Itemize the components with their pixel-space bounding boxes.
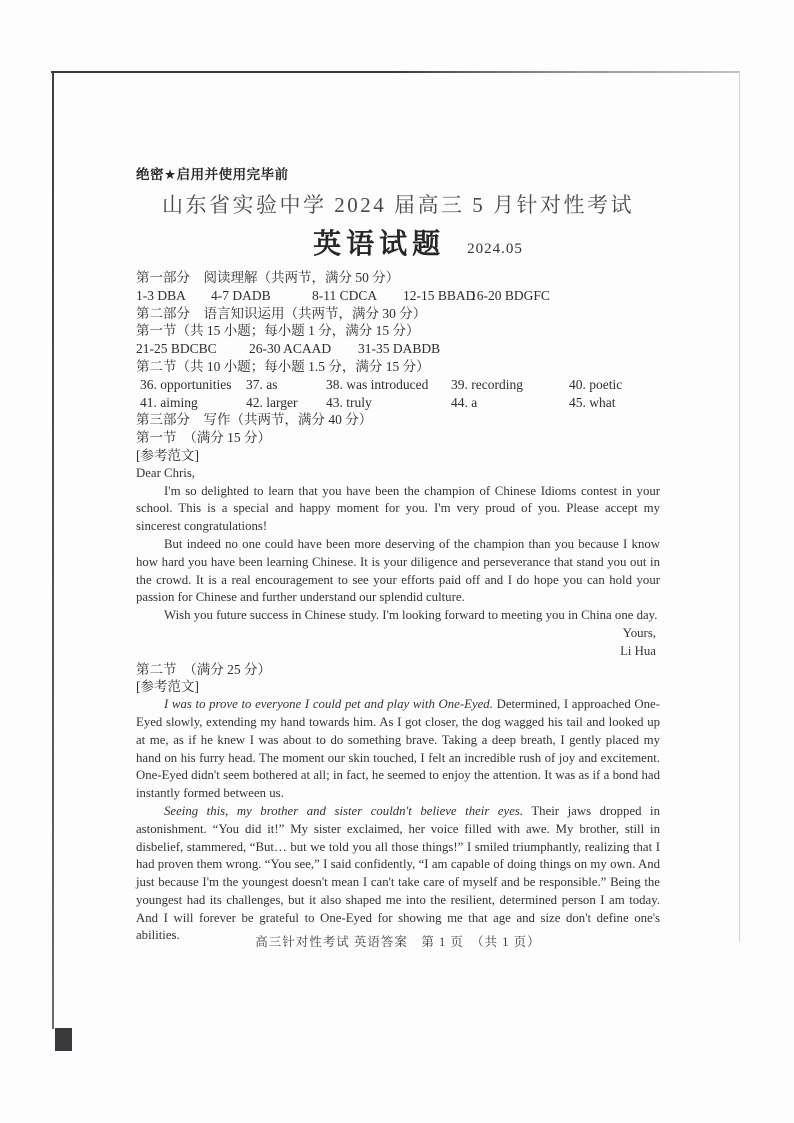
answer-item: 12-15 BBAD (403, 287, 476, 303)
exam-date: 2024.05 (467, 241, 523, 257)
part1-answers (136, 287, 660, 305)
answer-key-section (136, 269, 660, 429)
answer-item: 43. truly (326, 394, 372, 410)
part2-section1-answers (136, 340, 660, 358)
letter-paragraph: Wish you future success in Chinese study. I'm looking forward to meeting you in China one day. (164, 608, 658, 623)
scan-corner-mark (55, 1028, 72, 1051)
subject-row (136, 222, 660, 260)
part2-section2-answers-row1 (136, 376, 660, 394)
scan-border-left (52, 71, 54, 1029)
essay-lead-sentence: Seeing this, my brother and sister couldn't believe their eyes. (164, 803, 524, 818)
answer-item: 38. was introduced (326, 376, 429, 392)
essay-paragraph-rest: Determined, I approached One-Eyed slowly, extending my hand towards him. As I got closer, the dog wagged his tail and looked up at me, as if he knew I was about to do something brave. Taking a deep breath, I gently placed my hand on his furry head. The moment our skin touched, I felt an incredible rush of joy and excitement. One-Eyed didn't seem bothered at all; in fact, he seemed to enjoy the attention. It was as if a bond had instantly formed between us. (136, 697, 661, 801)
essay-paragraph (136, 696, 660, 803)
part2-section2-heading: 第二节（共 10 小题；每小题 1.5 分，满分 15 分） (136, 358, 430, 374)
answer-item: 1-3 DBA (136, 287, 186, 303)
writing-section1 (136, 429, 660, 660)
part2-section1-heading: 第一节（共 15 小题；每小题 1 分，满分 15 分） (136, 323, 420, 339)
letter-closing: Yours, (622, 625, 656, 640)
answer-item: 44. a (451, 394, 478, 410)
answer-item: 39. recording (451, 376, 523, 392)
writing-section2 (136, 661, 660, 946)
sample-label: [参考范文] (136, 447, 199, 463)
essay-lead-sentence: I was to prove to everyone I could pet and play with One-Eyed. (164, 697, 493, 712)
letter-paragraph: But indeed no one could have been more deserving of the champion than you because I know how hard you have been learning Chinese. It is your diligence and perseverance that stand you out in the crowd. It is a real encouragement to see your efforts paid off and I do hope you can hold your passion for Chinese and further understand our splendid culture. (136, 536, 660, 605)
scan-border-right (739, 72, 740, 942)
part2-heading: 第二部分 语言知识运用（共两节，满分 30 分） (136, 305, 427, 321)
answer-item: 4-7 DADB (211, 287, 271, 303)
exam-title: 山东省实验中学 2024 届高三 5 月针对性考试 (162, 193, 634, 217)
document-content (136, 163, 660, 945)
answer-item: 16-20 BDGFC (470, 287, 550, 303)
page-footer: 高三针对性考试 英语答案 第 1 页 （共 1 页） (255, 935, 541, 949)
letter-paragraph: I'm so delighted to learn that you have been the champion of Chinese Idioms contest in your school. This is a special and happy moment for you. I'm very proud of you. Please accept my sincerest congratulations! (136, 483, 660, 534)
essay-paragraph (136, 803, 660, 945)
essay-paragraph-rest: Their jaws dropped in astonishment. “You did it!” My sister exclaimed, her voice filled with awe. My brother, still in disbelief, stammered, “But… but we told you all those things!” I smiled triumphantly, realizing that I had proven them wrong. “You see,” I said confidently, “I am capable of doing things on my own. And just because I'm the youngest doesn't mean I can't take care of myself and be responsible.” Being the youngest had its challenges, but it also shaped me into the resilient, determined person I am today. And I will forever be grateful to One-Eyed for showing me that age and size don't define one's abilities. (136, 803, 661, 943)
answer-item: 42. larger (246, 394, 298, 410)
section-heading: 第一节 （满分 15 分） (136, 430, 271, 446)
answer-item: 36. opportunities (140, 376, 232, 392)
answer-item: 40. poetic (569, 376, 623, 392)
answer-item: 8-11 CDCA (312, 287, 378, 303)
sample-label: [参考范文] (136, 679, 199, 695)
answer-item: 41. aiming (140, 394, 198, 410)
answer-item: 37. as (246, 376, 278, 392)
part1-heading: 第一部分 阅读理解（共两节，满分 50 分） (136, 270, 400, 285)
part2-section2-answers-row2 (136, 394, 660, 412)
part3-heading: 第三部分 写作（共两节，满分 40 分） (136, 412, 373, 428)
secrecy-notice: 绝密★启用并使用完毕前 (136, 167, 289, 182)
answer-item: 21-25 BDCBC (136, 341, 217, 357)
subject-title: 英语试题 (313, 229, 446, 260)
section-heading: 第二节 （满分 25 分） (136, 661, 271, 677)
answer-item: 31-35 DABDB (358, 341, 441, 357)
letter-signature: Li Hua (620, 643, 656, 658)
letter-salutation: Dear Chris, (136, 465, 195, 480)
answer-item: 45. what (569, 394, 616, 410)
scan-border-top (51, 71, 740, 73)
answer-item: 26-30 ACAAD (249, 341, 332, 357)
